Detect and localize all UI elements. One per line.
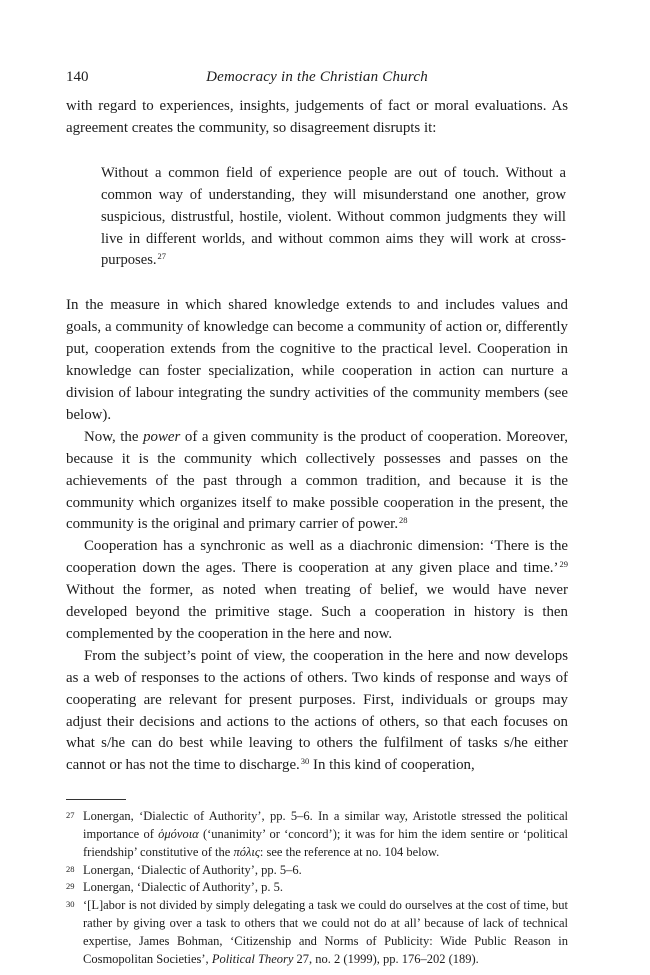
running-title: Democracy in the Christian Church (206, 69, 428, 85)
greek-term: ὁμόνοια (158, 827, 199, 842)
paragraph-3-text-b: Without the former, as noted when treating of belief, we would have never developed beyond the primitive stage. Such a cooperation in history is then complemented by the cooperation in the here and now. (66, 582, 568, 642)
footnote-text: : see the reference at no. 104 below. (259, 844, 440, 859)
footnote-text: Lonergan, ‘Dialectic of Authority’, p. 5. (83, 880, 284, 895)
footnote-number: 30 (66, 899, 75, 910)
footnote-ref-29[interactable]: 29 (559, 559, 568, 570)
greek-term: πόλις (233, 844, 260, 859)
footnote-text: Lonergan, ‘Dialectic of Authority’, pp. 5–6. In a similar way, Aristotle stressed the political importance of (83, 809, 568, 842)
footnote-text: Lonergan, ‘Dialectic of Authority’, pp. 5–6. (83, 862, 302, 877)
main-text (66, 96, 568, 777)
footnote-text: 27, no. 2 (1999), pp. 176–202 (189). (293, 951, 479, 966)
emphasis-power: power (143, 428, 181, 445)
opening-paragraph: with regard to experiences, insights, judgements of fact or moral evaluations. As agreement creates the community, so disagreement disrupts it: (66, 98, 568, 136)
paragraph-4-text-a: From the subject’s point of view, the cooperation in the here and now develops as a web of responses to the actions of others. Two kinds of response and ways of cooperating are relevant for present purposes. First, individuals or groups may adjust their decisions and actions to the actions of others, so that each focuses on what s/he can do best while leaving to others the fulfilment of tasks s/he either cannot or has not the time to discharge. (66, 647, 568, 774)
footnote-text: (‘unanimity’ or ‘concord’); it was for him the idem sentire or ‘political friendship’ constitutive of the (83, 827, 568, 859)
footnotes (66, 808, 568, 968)
paragraph-4 (66, 646, 568, 777)
footnote-ref-27[interactable]: 27 (157, 251, 167, 262)
running-header (66, 66, 568, 88)
footnote-29 (66, 879, 568, 897)
paragraph-1: In the measure in which shared knowledge extends to and includes values and goals, a community of knowledge can become a community of action or, differently put, cooperation extends from the cognitive to the practical level. Cooperation in knowledge can foster specialization, while cooperation in action can nurture a division of labour integrating the sundry activities of the community members (see below). (66, 297, 568, 423)
footnote-number: 27 (66, 810, 75, 821)
block-quote (101, 163, 566, 273)
footnote-ref-28[interactable]: 28 (399, 515, 408, 526)
journal-title: Political Theory (211, 951, 294, 966)
page-number: 140 (66, 69, 89, 85)
footnote-27 (66, 808, 568, 861)
paragraph-3-text-a: Cooperation has a synchronic as well as a diachronic dimension: ‘There is the cooperation down the ages. There is cooperation at any given place and time.’ (66, 538, 568, 577)
book-page (66, 66, 568, 968)
footnote-number: 28 (66, 863, 75, 874)
paragraph-2-text-b: of a given community is the product of cooperation. Moreover, because it is the community which collectively possesses and passes on the achievements of the past through a common tradition, and because it is the community which organizes itself to make possible cooperation in the present, the community is the original and primary carrier of power. (66, 428, 568, 533)
footnote-text: ‘[L]abor is not divided by simply delegating a task we could do ourselves at the cost of time, but rather by giving over a task to others that we could not do at all’ because of lack of technical expertise, James Bohman, ‘Citizenship and Norms of Publicity: Wide Public Reason in Cosmopolitan Societies’, (83, 898, 568, 966)
footnote-divider (66, 799, 126, 800)
paragraph-2 (66, 427, 568, 537)
block-quote-text: Without a common field of experience people are out of touch. Without a common way of understanding, they will misunderstand one another, grow suspicious, distrustful, hostile, violent. Without common judgments they will live in different worlds, and without common aims they will work at cross-purposes. (101, 164, 566, 269)
footnote-30 (66, 897, 568, 968)
paragraph-4-text-b: In this kind of cooperation, (309, 757, 475, 774)
paragraph-2-text-a: Now, the (84, 428, 144, 445)
footnote-ref-30[interactable]: 30 (300, 756, 310, 767)
footnote-number: 29 (66, 881, 75, 892)
footnote-28 (66, 862, 568, 880)
paragraph-3 (66, 536, 568, 646)
